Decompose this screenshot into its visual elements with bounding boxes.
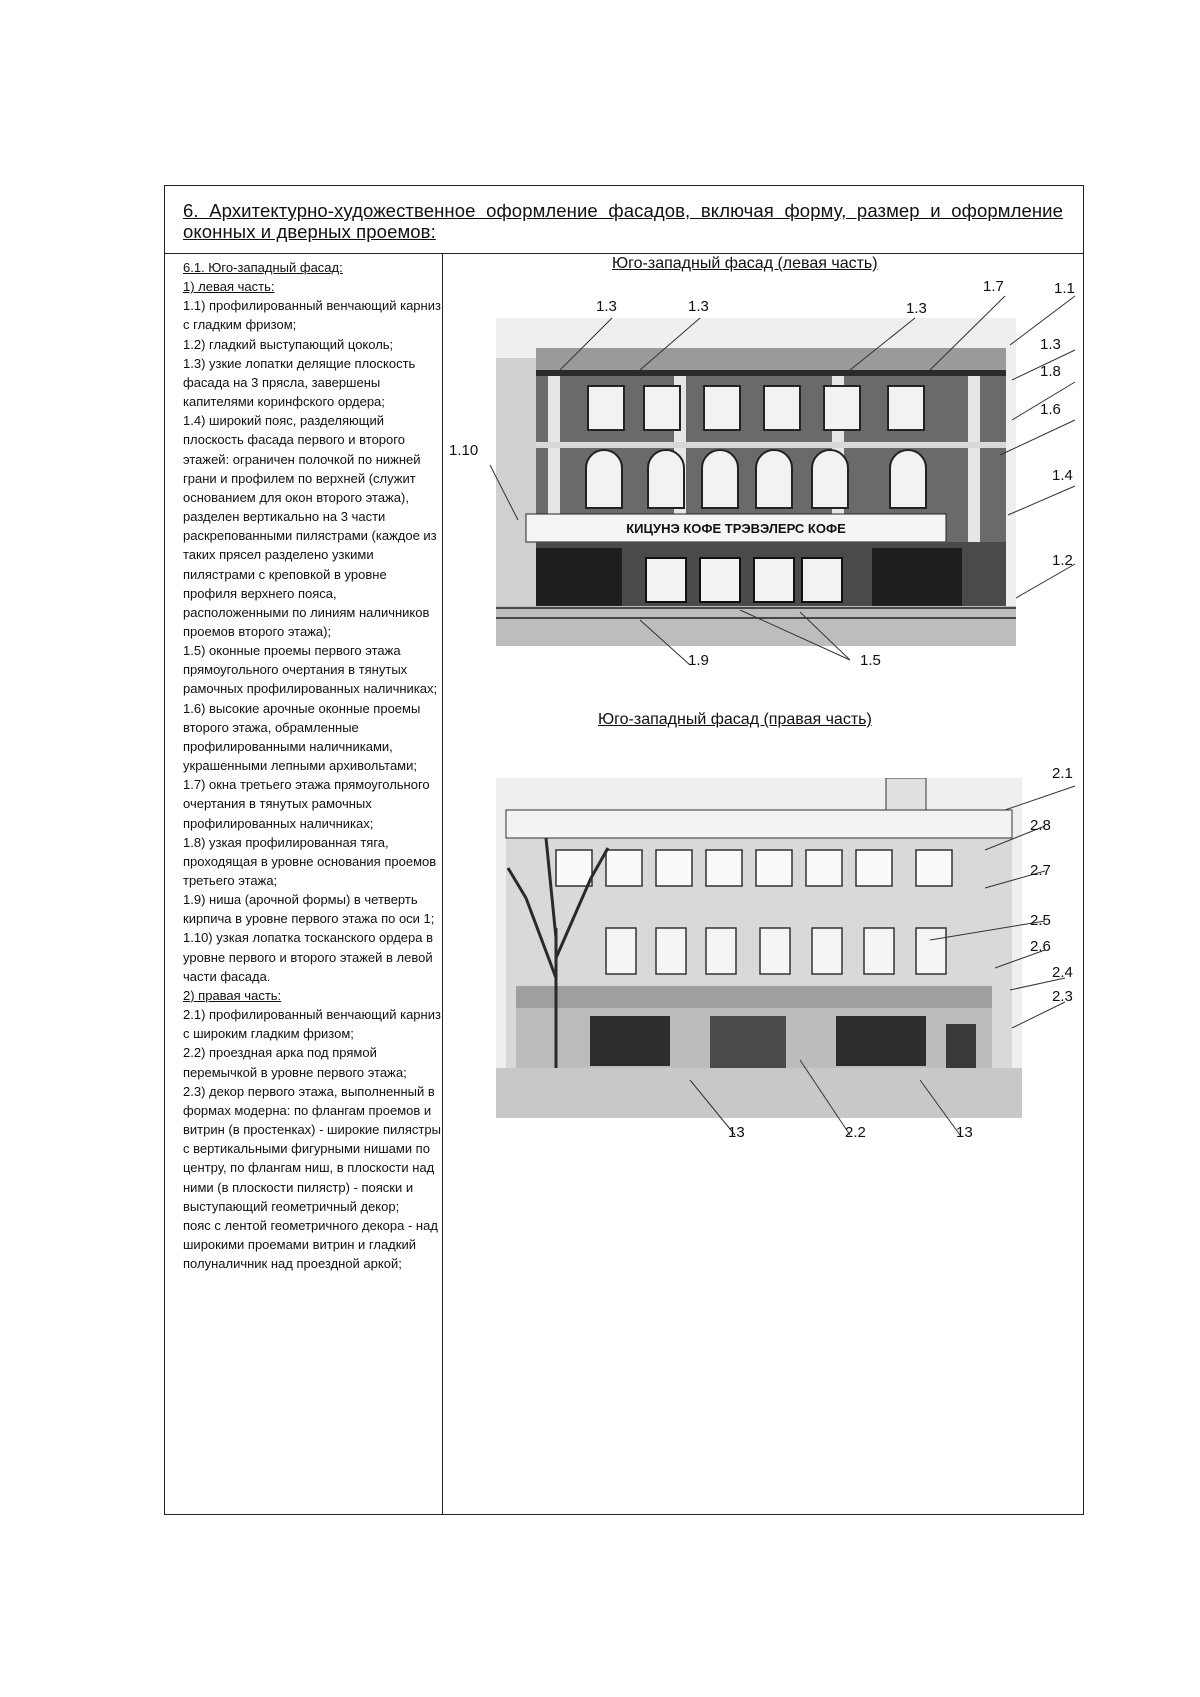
list-item: 1.4) широкий пояс, разделяющий плоскость фасада первого и второго этажей: ограничен полочкой по нижней грани и профилем по верхней (служит основанием для окон второго этажа), разделен вертикально на 3 части раскрепованными пилястрами (каждое из таких прясел разделено узкими пилястрами с креповкой в уровне профиля верхнего пояса, расположенными по линиям наличников проемов второго этажа);	[183, 413, 441, 639]
list-item: пояс с лентой геометричного декора - над широкими проемами витрин и гладкий полуналичник над проездной аркой;	[183, 1217, 442, 1272]
facade-photo-left	[496, 318, 1016, 646]
table-divider-vertical	[442, 253, 443, 1514]
callout-label: 2.7	[1030, 862, 1051, 879]
callout-label: 13	[728, 1124, 745, 1141]
callout-label: 2.8	[1030, 817, 1051, 834]
list-item: 2.1) профилированный венчающий карниз с широким гладким фризом;	[183, 1007, 445, 1042]
callout-label: 2.4	[1052, 964, 1073, 981]
callout-label: 1.1	[1054, 280, 1075, 297]
callout-label: 2.5	[1030, 912, 1051, 929]
callout-label: 1.6	[1040, 401, 1061, 418]
callout-label: 2.2	[845, 1124, 866, 1141]
section-heading: 6. Архитектурно-художественное оформление фасадов, включая форму, размер и оформление оконных и дверных проемов:	[183, 200, 1063, 242]
callout-label: 1.10	[449, 442, 479, 459]
subheading: 6.1. Юго-западный фасад:	[183, 260, 343, 275]
list-item: 2.2) проездная арка под прямой перемычкой в уровне первого этажа;	[183, 1045, 407, 1080]
photo-left-title: Юго-западный фасад (левая часть)	[612, 255, 878, 272]
callout-label: 13	[956, 1124, 973, 1141]
list-item: 1.9) ниша (арочной формы) в четверть кирпича в уровне первого этажа по оси 1;	[183, 892, 435, 927]
table-divider-horizontal	[165, 253, 1083, 254]
list-item: 2.3) декор первого этажа, выполненный в формах модерна: по флангам проемов и витрин (в простенках) - широкие пилястры с вертикальными фигурными нишами по центру, по флангам ниш, в плоскости над ними (в плоскости пилястр) - пояски и выступающий геометричный декор;	[183, 1083, 445, 1214]
callout-label: 2.3	[1052, 988, 1073, 1005]
callout-label: 1.9	[688, 652, 709, 669]
photo-right-title: Юго-западный фасад (правая часть)	[598, 711, 872, 728]
left-part-label: 1) левая часть:	[183, 279, 275, 295]
list-item: 1.3) узкие лопатки делящие плоскость фасада на 3 прясла, завершены капителями коринфского ордера;	[183, 355, 419, 410]
callout-label: 2.6	[1030, 938, 1051, 955]
callout-label: 1.5	[860, 652, 881, 669]
callout-label: 1.8	[1040, 363, 1061, 380]
callout-label: 1.2	[1052, 552, 1073, 569]
list-item: 1.8) узкая профилированная тяга, проходящая в уровне основания проемов третьего этажа;	[183, 834, 440, 888]
list-item: 1.7) окна третьего этажа прямоугольного очертания в тянутых рамочных профилированных наличниках;	[183, 777, 434, 831]
list-item: 1.1) профилированный венчающий карниз с гладким фризом;	[183, 298, 445, 333]
callout-label: 1.3	[1040, 336, 1061, 353]
callout-label: 2.1	[1052, 765, 1073, 782]
callout-label: 1.7	[983, 278, 1004, 295]
list-item: 1.2) гладкий выступающий цоколь;	[183, 336, 394, 352]
callout-label: 1.4	[1052, 467, 1073, 484]
callout-label: 1.3	[688, 298, 709, 315]
list-item: 1.6) высокие арочные оконные проемы второго этажа, обрамленные профилированными наличниками, украшенными лепными архивольтами;	[183, 700, 424, 774]
callout-label: 1.3	[596, 298, 617, 315]
description-column	[183, 258, 445, 1273]
list-item: 1.5) оконные проемы первого этажа прямоугольного очертания в тянутых рамочных профилированных наличниках;	[183, 643, 438, 697]
facade-photo-right	[496, 778, 1022, 1118]
list-item: 1.10) узкая лопатка тосканского ордера в уровне первого и второго этажей в левой части фасада.	[183, 930, 437, 984]
signboard-text: КИЦУНЭ КОФЕ ТРЭВЭЛЕРС КОФЕ	[626, 521, 846, 536]
right-part-label: 2) правая часть:	[183, 987, 282, 1003]
callout-label: 1.3	[906, 300, 927, 317]
